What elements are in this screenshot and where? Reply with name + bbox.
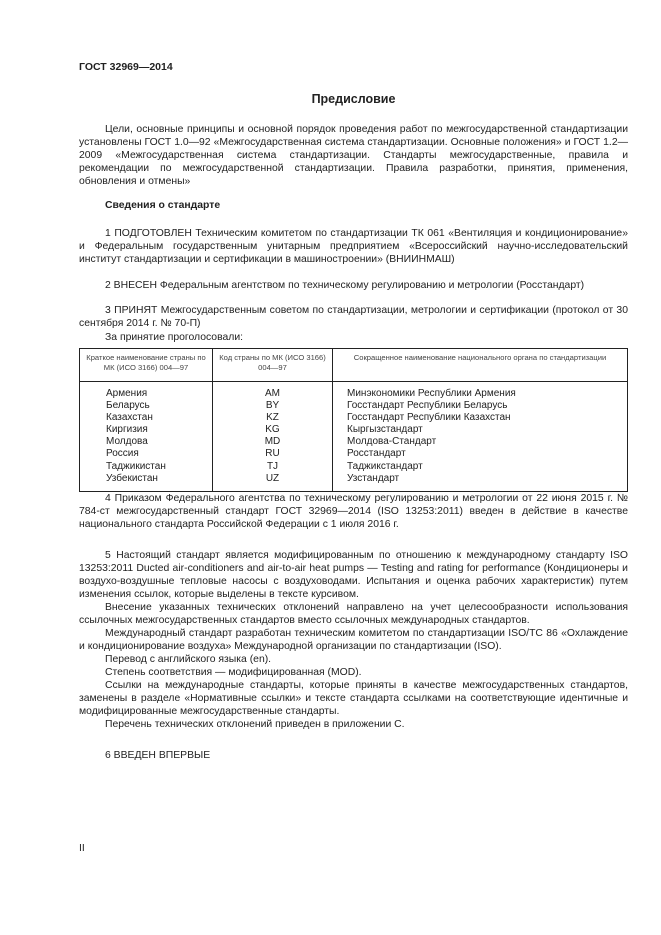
code-cell: UZ bbox=[213, 473, 333, 492]
code-cell: RU bbox=[213, 448, 333, 460]
code-cell: MD bbox=[213, 436, 333, 448]
item-4: 4 Приказом Федерального агентства по техническому регулированию и метрологии от 22 июня 2015 г. № 784-ст межгосударственный стандарт ГОСТ 32969—2014 (ISO 13253:2011) введен в действие в качестве национального стандарта Российской Федерации с 1 июля 2016 г. bbox=[79, 493, 628, 530]
table-row bbox=[80, 436, 628, 448]
body-cell: Минэкономики Республики Армения bbox=[333, 382, 628, 401]
item-6: 6 ВВЕДЕН ВПЕРВЫЕ bbox=[105, 750, 211, 761]
item-5: 5 Настоящий стандарт является модифицированным по отношению к международному стандарту ISO 13253:2011 Ducted air-conditioners and air-to-air heat pumps — Testing and rating for performance (Кондиционеры и воздухо-воздушные тепловые насосы с воздуховодами. Испытания и оценка рабочих характеристик) путем изменения ссылок, которые выделены в тексте курсивом. bbox=[79, 550, 628, 600]
body-cell: Росстандарт bbox=[333, 448, 628, 460]
country-cell: Молдова bbox=[106, 436, 148, 448]
col-header-country: Краткое наименование страны по МК (ИСО 3166) 004—97 bbox=[80, 349, 213, 382]
intro-paragraph: Цели, основные принципы и основной порядок проведения работ по межгосударственной стандартизации установлены ГОСТ 1.0—92 «Межгосударственная система стандартизации. Основные положения» и ГОСТ 1.2—2009 «Межгосударственная система стандартизации. Стандарты межгосударственные, правила и рекомендации по межгосударственной стандартизации. Правила разработки, принятия, применения, обновления и отмены» bbox=[79, 124, 628, 187]
body-cell: Кыргызстандарт bbox=[333, 424, 628, 436]
voting-table bbox=[79, 348, 628, 492]
country-cell: Узбекистан bbox=[106, 472, 158, 484]
body-cell: Госстандарт Республики Беларусь bbox=[333, 400, 628, 412]
code-cell: KZ bbox=[213, 412, 333, 424]
item-5-references: Ссылки на международные стандарты, которые приняты в качестве межгосударственных стандартов, заменены в разделе «Нормативные ссылки» и тексте стандарта ссылками на соответствующие идентичные и модифицированные межгосударственные стандарты. bbox=[79, 680, 628, 717]
table-row bbox=[80, 382, 628, 401]
country-cell: Таджикистан bbox=[106, 460, 166, 472]
item-5-conformity: Степень соответствия — модифицированная (MOD). bbox=[105, 667, 362, 678]
table-row bbox=[80, 473, 628, 492]
table-row bbox=[80, 448, 628, 460]
country-cell: Россия bbox=[106, 448, 139, 460]
col-header-code: Код страны по МК (ИСО 3166) 004—97 bbox=[213, 349, 333, 382]
document-id: ГОСТ 32969—2014 bbox=[79, 61, 173, 73]
table-row bbox=[80, 400, 628, 412]
item-1: 1 ПОДГОТОВЛЕН Техническим комитетом по стандартизации ТК 061 «Вентиляция и кондиционирование» и Федеральным государственным унитарным предприятием «Всероссийский научно-исследовательский институт стандартизации и сертификации в машиностроении» (ВНИИНМАШ) bbox=[79, 228, 628, 265]
country-cell: Киргизия bbox=[106, 424, 148, 436]
item-3: 3 ПРИНЯТ Межгосударственным советом по стандартизации, метрологии и сертификации (протокол от 30 сентября 2014 г. № 70-П) bbox=[79, 305, 628, 329]
page-number: II bbox=[79, 843, 85, 854]
table-row bbox=[80, 424, 628, 436]
code-cell: KG bbox=[213, 424, 333, 436]
body-cell: Молдова-Стандарт bbox=[333, 436, 628, 448]
body-cell: Узстандарт bbox=[333, 473, 628, 492]
code-cell: TJ bbox=[213, 461, 333, 473]
item-5-annex: Перечень технических отклонений приведен в приложении С. bbox=[105, 719, 405, 730]
section-heading: Сведения о стандарте bbox=[105, 200, 221, 211]
item-5-translation: Перевод с английского языка (en). bbox=[105, 654, 272, 665]
col-header-body: Сокращенное наименование национального органа по стандартизации bbox=[333, 349, 628, 382]
country-cell: Армения bbox=[106, 388, 148, 399]
table-row bbox=[80, 412, 628, 424]
item-5-deviations: Внесение указанных технических отклонений направлено на учет целесообразности использования ссылочных межгосударственных стандартов вместо ссылочных международных стандартов. bbox=[79, 602, 628, 626]
table-row bbox=[80, 461, 628, 473]
item-5-committee: Международный стандарт разработан техническим комитетом по стандартизации ISO/TC 86 «Охлаждение и кондиционирование воздуха» Международной организации по стандартизации (ISO). bbox=[79, 628, 628, 652]
vote-label: За принятие проголосовали: bbox=[105, 332, 244, 343]
body-cell: Госстандарт Республики Казахстан bbox=[333, 412, 628, 424]
country-cell: Казахстан bbox=[106, 412, 153, 424]
code-cell: AM bbox=[213, 382, 333, 401]
item-2: 2 ВНЕСЕН Федеральным агентством по техническому регулированию и метрологии (Росстандарт) bbox=[105, 280, 585, 291]
code-cell: BY bbox=[213, 400, 333, 412]
country-cell: Беларусь bbox=[106, 400, 150, 412]
page-title: Предисловие bbox=[311, 92, 396, 106]
body-cell: Таджикстандарт bbox=[333, 461, 628, 473]
